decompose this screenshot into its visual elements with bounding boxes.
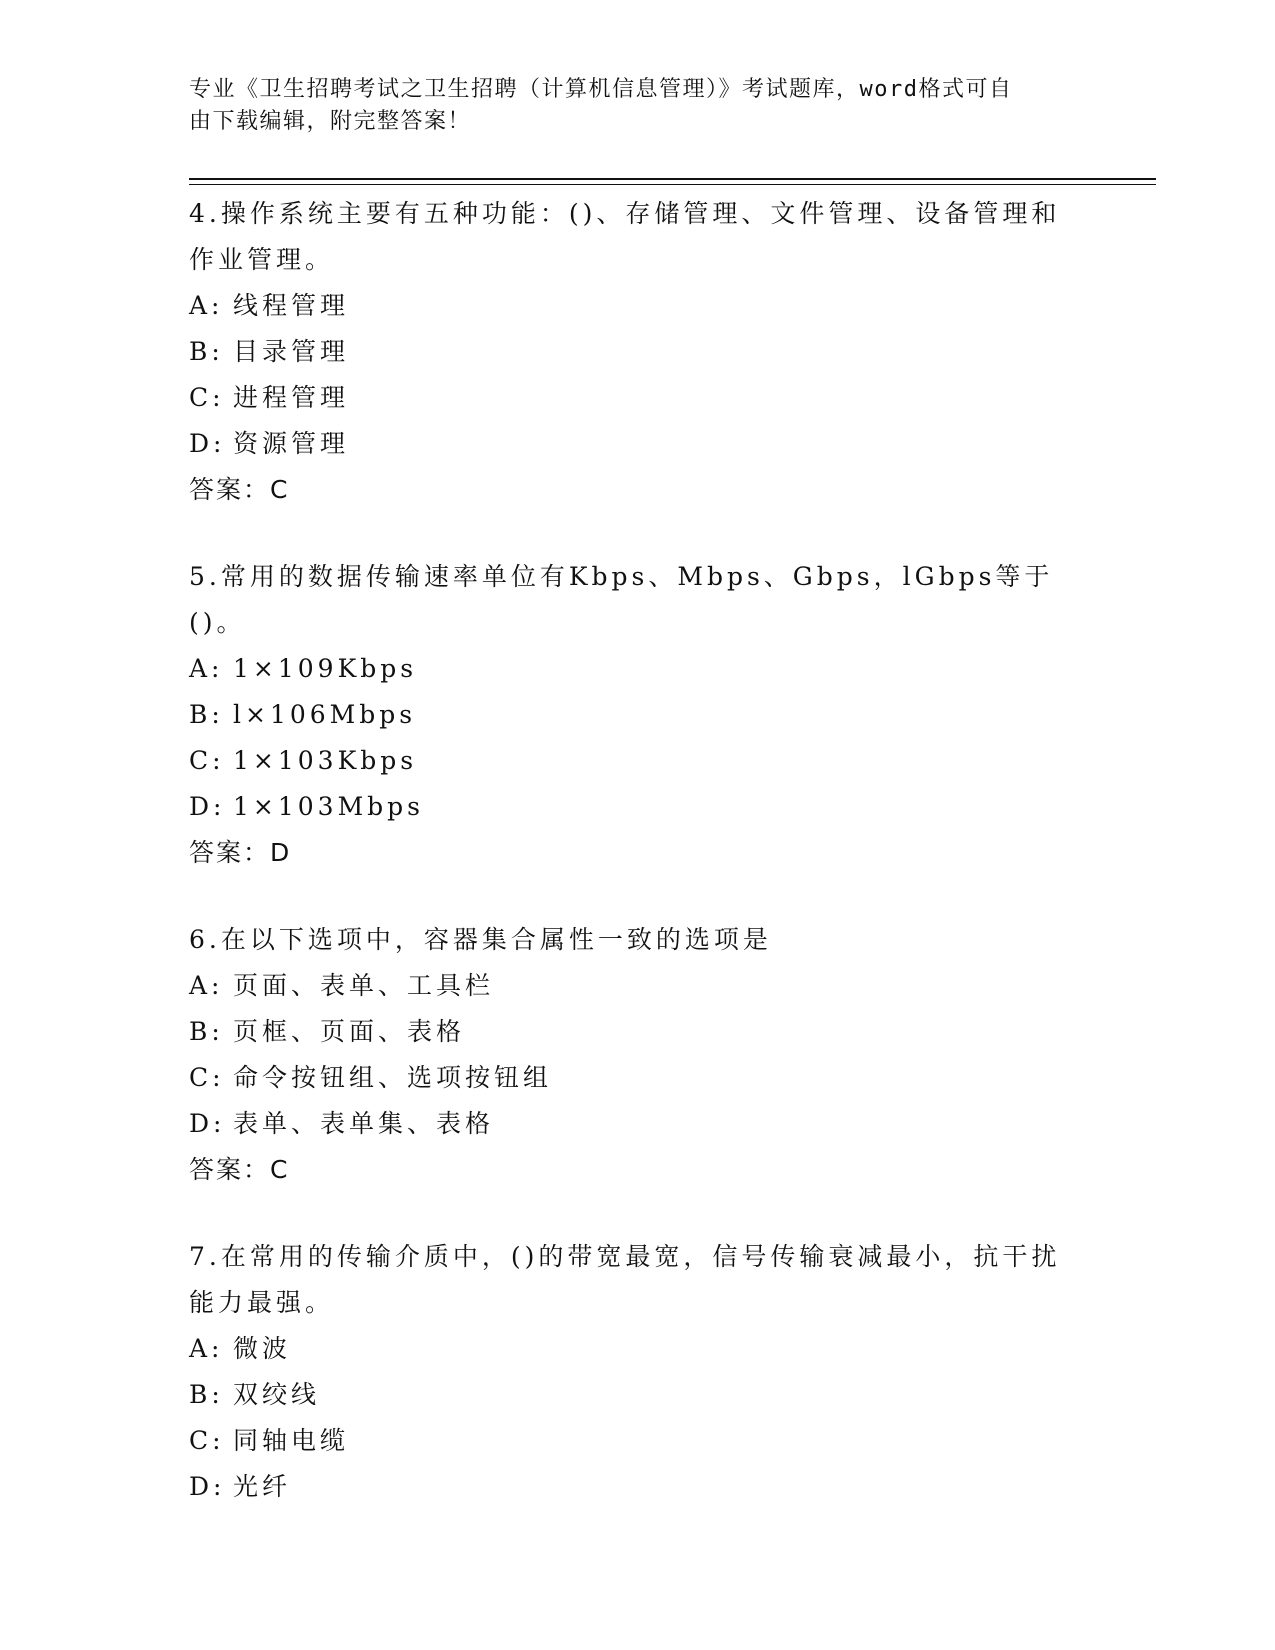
option-a [189,963,1089,1009]
question-4 [189,191,1089,513]
option-d [189,1101,1089,1147]
option-text: 1×103Mbps [233,792,425,821]
option-letter: D: [189,1472,226,1501]
document-header [189,74,1089,138]
option-text: 双绞线 [233,1380,321,1409]
option-letter: C: [189,383,225,412]
option-text: 目录管理 [233,337,350,366]
option-text: l×106Mbps [233,700,417,729]
option-d [189,1464,1089,1510]
option-d [189,421,1089,467]
option-letter: A: [189,1334,224,1363]
option-c [189,375,1089,421]
option-letter: A: [189,654,224,683]
question-stem-continued: 作业管理。 [189,245,335,274]
header-line-2: 由下载编辑，附完整答案！ [189,109,472,134]
option-letter: D: [189,792,226,821]
option-text: 光纤 [233,1472,292,1501]
option-b [189,1372,1089,1418]
answer-line: 答案：D [189,838,292,867]
option-letter: C: [189,1063,225,1092]
option-text: 1×103Kbps [233,746,418,775]
option-text: 页框、页面、表格 [233,1017,466,1046]
option-text: 页面、表单、工具栏 [233,971,495,1000]
option-a [189,1326,1089,1372]
header-line-1: 专业《卫生招聘考试之卫生招聘（计算机信息管理）》考试题库，word格式可自 [189,77,1013,102]
option-letter: B: [189,1017,224,1046]
option-text: 微波 [233,1334,292,1363]
option-c [189,738,1089,784]
option-b [189,1009,1089,1055]
answer-line: 答案：C [189,475,290,504]
option-text: 资源管理 [233,429,350,458]
option-text: 表单、表单集、表格 [233,1109,495,1138]
option-letter: C: [189,746,225,775]
option-letter: B: [189,1380,224,1409]
answer-line: 答案：C [189,1155,290,1184]
option-letter: D: [189,1109,226,1138]
question-stem: 6.在以下选项中，容器集合属性一致的选项是 [189,925,772,954]
option-text: 1×109Kbps [233,654,418,683]
option-b [189,692,1089,738]
option-text: 进程管理 [233,383,350,412]
option-a [189,646,1089,692]
option-letter: A: [189,291,224,320]
question-5 [189,554,1089,876]
option-letter: B: [189,700,224,729]
question-6 [189,917,1089,1193]
option-text: 线程管理 [233,291,350,320]
option-letter: C: [189,1426,225,1455]
option-c [189,1418,1089,1464]
header-divider-thin [189,184,1156,185]
option-a [189,283,1089,329]
option-text: 同轴电缆 [233,1426,350,1455]
question-list [189,191,1089,1551]
option-letter: B: [189,337,224,366]
option-letter: D: [189,429,226,458]
option-c [189,1055,1089,1101]
question-stem: 7.在常用的传输介质中，()的带宽最宽，信号传输衰减最小，抗干扰 [189,1242,1061,1271]
header-divider-thick [189,178,1156,180]
question-7 [189,1234,1089,1510]
question-stem: 4.操作系统主要有五种功能：()、存储管理、文件管理、设备管理和 [189,199,1061,228]
option-text: 命令按钮组、选项按钮组 [233,1063,553,1092]
question-stem: 5.常用的数据传输速率单位有Kbps、Mbps、Gbps，lGbps等于()。 [189,562,1054,637]
option-d [189,784,1089,830]
question-stem-continued: 能力最强。 [189,1288,335,1317]
option-b [189,329,1089,375]
option-letter: A: [189,971,224,1000]
